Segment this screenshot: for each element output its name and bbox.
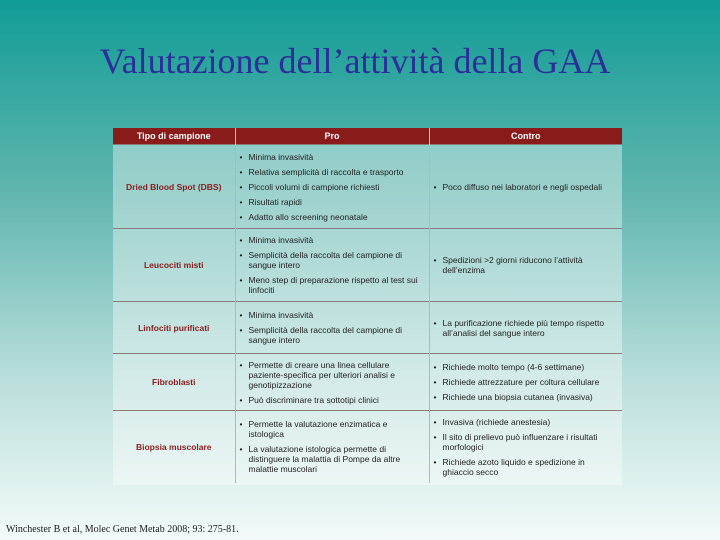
header-pro: Pro	[235, 128, 429, 145]
pro-item: • Permette la valutazione enzimatica e istologica	[240, 419, 425, 439]
contro-item: • Richiede molto tempo (4-6 settimane)	[434, 362, 619, 372]
header-contro: Contro	[429, 128, 622, 145]
slide-title: Valutazione dell’attività della GAA	[99, 41, 611, 81]
contro-item: • Invasiva (richiede anestesia)	[434, 417, 619, 427]
pro-item: • Minima invasività	[240, 235, 425, 245]
sample-type-cell: Biopsia muscolare	[113, 411, 235, 483]
contro-cell	[429, 354, 622, 411]
table-row	[113, 145, 622, 229]
pro-item: • Minima invasività	[240, 310, 425, 320]
table-row	[113, 229, 622, 302]
contro-cell	[429, 411, 622, 483]
pro-item: • Minima invasività	[240, 152, 425, 162]
sample-type-cell: Linfociti purificati	[113, 302, 235, 354]
contro-item: • Il sito di prelievo può influenzare i risultati morfologici	[434, 432, 619, 452]
comparison-table-container	[113, 128, 622, 485]
comparison-table	[113, 128, 622, 483]
pro-item: • Meno step di preparazione rispetto al test sui linfociti	[240, 275, 425, 295]
contro-item: • Richiede una biopsia cutanea (invasiva)	[434, 392, 619, 402]
table-row	[113, 354, 622, 411]
citation: Winchester B et al, Molec Genet Metab 2008; 93: 275-81.	[6, 524, 239, 535]
contro-item: • La purificazione richiede più tempo rispetto all’analisi del sangue intero	[434, 318, 619, 338]
pro-item: • Relativa semplicità di raccolta e trasporto	[240, 167, 425, 177]
pro-item: • Può discriminare tra sottotipi clinici	[240, 395, 425, 405]
contro-item: • Poco diffuso nei laboratori e negli ospedali	[434, 182, 619, 192]
table-row	[113, 302, 622, 354]
pro-item: • Semplicità della raccolta del campione di sangue intero	[240, 325, 425, 345]
contro-item: • Spedizioni >2 giorni riducono l’attività dell’enzima	[434, 255, 619, 275]
pro-item: • Risultati rapidi	[240, 197, 425, 207]
contro-item: • Richiede azoto liquido e spedizione in ghiaccio secco	[434, 457, 619, 477]
contro-cell	[429, 229, 622, 302]
pro-cell	[235, 229, 429, 302]
contro-cell	[429, 145, 622, 229]
table-row	[113, 411, 622, 483]
sample-type-cell: Leucociti misti	[113, 229, 235, 302]
pro-item: • Permette di creare una linea cellulare paziente-specifica per ulteriori analisi e genotipizzazione	[240, 360, 425, 390]
header-sample-type: Tipo di campione	[113, 128, 235, 145]
pro-item: • Piccoli volumi di campione richiesti	[240, 182, 425, 192]
contro-cell	[429, 302, 622, 354]
table-header-row	[113, 128, 622, 145]
pro-item: • Semplicità della raccolta del campione di sangue intero	[240, 250, 425, 270]
sample-type-cell: Fibroblasti	[113, 354, 235, 411]
pro-cell	[235, 145, 429, 229]
pro-item: • Adatto allo screening neonatale	[240, 212, 425, 222]
pro-cell	[235, 354, 429, 411]
pro-item: • La valutazione istologica permette di distinguere la malattia di Pompe da altre malattie muscolari	[240, 444, 425, 474]
contro-item: • Richiede attrezzature per coltura cellulare	[434, 377, 619, 387]
sample-type-cell: Dried Blood Spot (DBS)	[113, 145, 235, 229]
pro-cell	[235, 302, 429, 354]
pro-cell	[235, 411, 429, 483]
